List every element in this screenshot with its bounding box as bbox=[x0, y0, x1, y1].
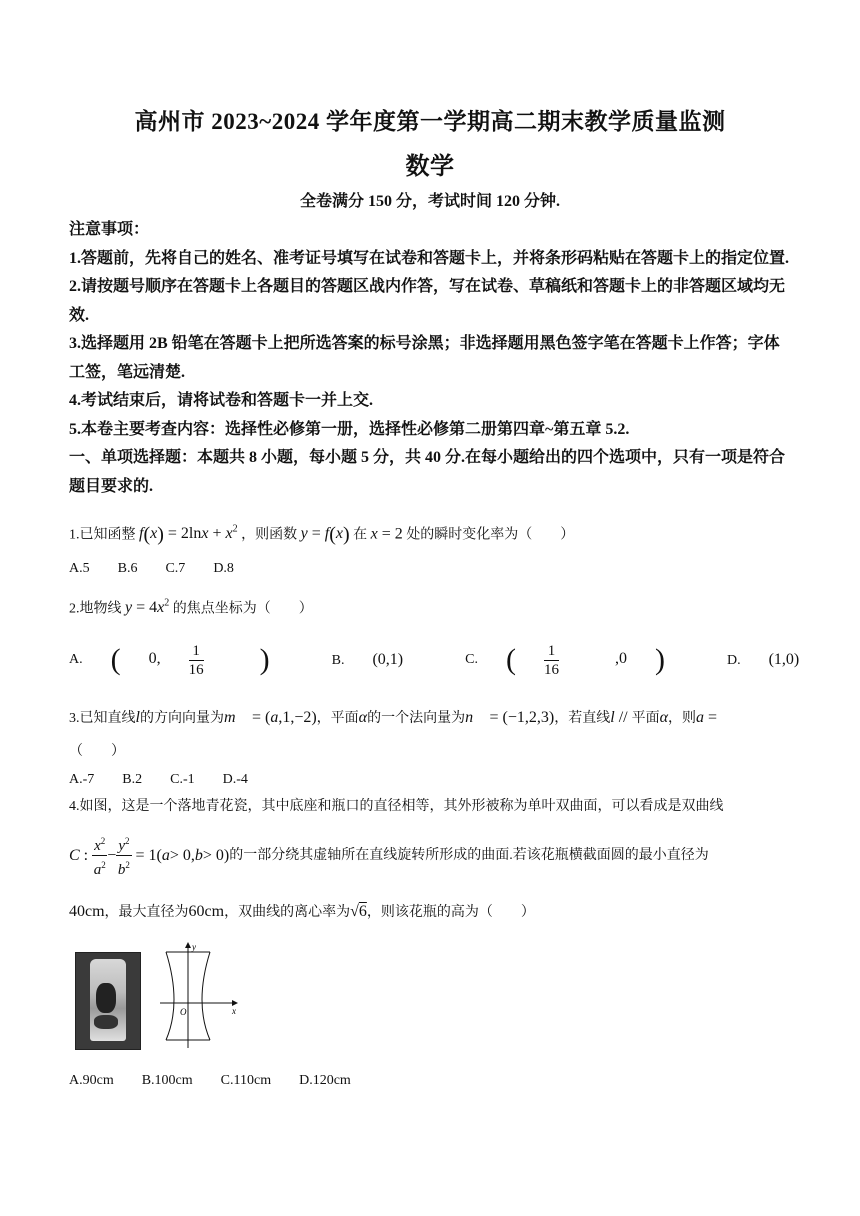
notes-heading: 注意事项： bbox=[69, 221, 150, 238]
question-1: 1.已知函整 $f(x) = 2\ln x + x^2$ ，则函数 y = f(x) 在 x = 2 处的瞬时变化率为（ ） bbox=[69, 523, 575, 546]
q4-line2: C : $\frac{x^2}{a^2}$ − $\frac{y^2}{b^2}$ = 1( a > 0, b > 0) 的一部分绕其虚轴所在直线旋转所形成的曲面.若该花瓶横截面圆的最小直径为 bbox=[69, 832, 794, 879]
q1-option-c[interactable]: C.7 bbox=[165, 561, 186, 576]
question-2 bbox=[69, 594, 794, 619]
q2-option-a[interactable]: A. ( 0, $\frac{1}{16}$ ) bbox=[69, 642, 270, 678]
q1-option-a[interactable]: A.5 bbox=[69, 561, 90, 576]
q4-eccentricity: √6 bbox=[350, 903, 367, 920]
subject-title: 数学 bbox=[405, 154, 455, 180]
q1-function: y = f(x) bbox=[300, 523, 350, 546]
q3-vector-m: m⃗ = (a,1,−2) bbox=[223, 709, 317, 726]
q1-options bbox=[69, 561, 262, 577]
svg-text:O: O bbox=[180, 1007, 187, 1017]
vase-photo bbox=[75, 952, 141, 1050]
q3-options bbox=[69, 772, 276, 788]
q1-option-d[interactable]: D.8 bbox=[213, 561, 234, 576]
note-item: 5.本卷主要考查内容：选择性必修第一册，选择性必修第二册第四章~第五章 5.2. bbox=[69, 420, 630, 438]
q4-option-a[interactable]: A.90cm bbox=[69, 1073, 114, 1088]
q4-option-b[interactable]: B.100cm bbox=[141, 1073, 193, 1088]
question-3: 3.已知直线l的方向向量为m⃗ = (a,1,−2)，平面α的一个法向量为n⃗ = (−1,2,3)，若直线l // 平面α，则a = bbox=[69, 709, 718, 726]
q1-prefix: 1.已知函整 bbox=[69, 527, 136, 543]
hyperbola-figure bbox=[160, 940, 240, 1050]
q2-prefix: 2.地物线 bbox=[69, 601, 122, 617]
q2-option-b[interactable]: B. (0,1) bbox=[331, 651, 404, 668]
q2-suffix: 的焦点坐标为（ ） bbox=[172, 601, 313, 617]
exam-title: 高州市 2023~2024 学年度第一学期高二期末教学质量监测 bbox=[134, 109, 726, 134]
exam-meta: 全卷满分 150 分，考试时间 120 分钟. bbox=[299, 193, 560, 210]
q1-formula: $f(x) = 2\ln x + x^2$ bbox=[139, 523, 238, 546]
note-item: 3.选择题用 2B 铅笔在答题卡上把所选答案的标号涂黑；非选择题用黑色签字笔在答题卡上作答；字体工签，笔远清楚. bbox=[69, 335, 780, 381]
section-heading: 一、单项选择题：本题共 8 小题，每小题 5 分，共 40 分.在每小题给出的四个选项中，只有一项是符合题目要求的. bbox=[69, 449, 786, 495]
q2-options bbox=[69, 638, 855, 682]
q3-option-a[interactable]: A.-7 bbox=[69, 772, 95, 787]
q4-options bbox=[69, 1073, 379, 1089]
notes-block bbox=[69, 216, 789, 501]
q3-line2: （ ） bbox=[69, 744, 125, 759]
q4-hyperbola: C : $\frac{x^2}{a^2}$ − $\frac{y^2}{b^2}$ = 1( a > 0, b > 0) bbox=[69, 832, 229, 879]
svg-text:y: y bbox=[192, 942, 196, 952]
q4-line1: 4.如图，这是一个落地青花瓷，其中底座和瓶口的直径相等，其外形被称为单叶双曲面，可以看成是双曲线 bbox=[69, 799, 724, 814]
note-item: 1.答题前，先将自己的姓名、准考证号填写在试卷和答题卡上，并将条形码粘贴在答题卡上的指定位置. bbox=[69, 249, 790, 267]
q1-middle: ，则函数 bbox=[241, 527, 298, 543]
q2-option-c[interactable]: C. ( $\frac{1}{16}$ ,0 ) bbox=[465, 642, 665, 678]
q4-line3: 40cm，最大直径为60cm，双曲线的离心率为√6，则该花瓶的高为（ ） bbox=[69, 903, 535, 920]
q4-option-c[interactable]: C.110cm bbox=[220, 1073, 272, 1088]
q1-suffix: 处的瞬时变化率为（ ） bbox=[406, 527, 575, 543]
q2-option-d[interactable]: D. (1,0) bbox=[726, 651, 800, 668]
svg-text:x: x bbox=[232, 1006, 236, 1016]
q3-option-d[interactable]: D.-4 bbox=[222, 772, 248, 787]
q4-option-d[interactable]: D.120cm bbox=[299, 1073, 351, 1088]
note-item: 4.考试结束后，请将试卷和答题卡一并上交. bbox=[69, 392, 374, 409]
q1-option-b[interactable]: B.6 bbox=[117, 561, 138, 576]
q2-formula: $y = 4x^2$ bbox=[125, 598, 170, 617]
q3-option-c[interactable]: C.-1 bbox=[170, 772, 195, 787]
note-item: 2.请按题号顺序在答题卡上各题目的答题区战内作答，写在试卷、草稿纸和答题卡上的非答题区域均无效. bbox=[69, 278, 786, 324]
q1-point: x = 2 bbox=[370, 525, 403, 543]
q3-option-b[interactable]: B.2 bbox=[122, 772, 143, 787]
q3-vector-n: n⃗ = (−1,2,3) bbox=[465, 709, 555, 726]
